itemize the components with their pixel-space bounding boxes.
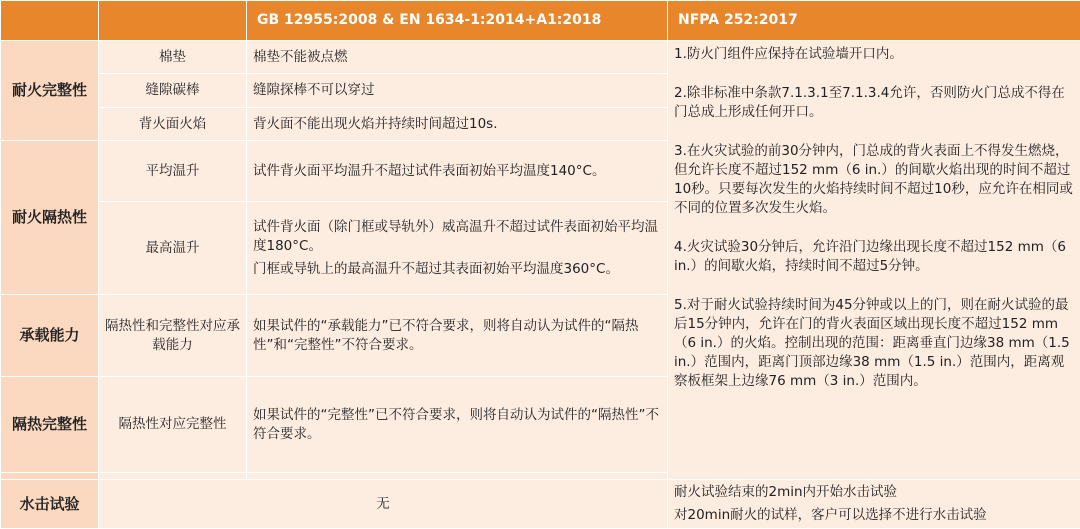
nfpa-hose-stream bbox=[668, 480, 1080, 529]
sub-insulation-integrity: 隔热性对应完整性 bbox=[99, 377, 247, 473]
gb-loadbearing: 如果试件的“承载能力”已不符合要求，则将自动认为试件的“隔热性”和“完整性”不符合要求。 bbox=[247, 295, 668, 377]
spacer-cell bbox=[1, 473, 99, 480]
spacer-cell bbox=[99, 473, 247, 480]
nfpa-paragraph: 3.在火灾试验的前30分钟内，门总成的背火表面上不得发生燃烧，但允许长度不超过152 mm（6 in.）的间歇火焰出现的时间不超过10秒。只要每次发生的火焰持续时间不超过10秒，应允许在相同或不同的位置多次发生火焰。 bbox=[674, 142, 1074, 218]
nfpa-requirements bbox=[668, 41, 1080, 480]
gb-max-temp-rise bbox=[247, 202, 668, 295]
sub-unexposed-flame: 背火面火焰 bbox=[99, 108, 247, 141]
category-insulation-integrity: 隔热完整性 bbox=[1, 377, 99, 473]
nfpa-paragraph: 1.防火门组件应保持在试验墙开口内。 bbox=[674, 45, 1074, 64]
category-insulation: 耐火隔热性 bbox=[1, 141, 99, 295]
spacer-cell bbox=[247, 473, 668, 480]
sub-loadbearing: 隔热性和完整性对应承载能力 bbox=[99, 295, 247, 377]
gb-insulation-integrity: 如果试件的“完整性”已不符合要求，则将自动认为试件的“隔热性”不符合要求。 bbox=[247, 377, 668, 473]
table-row bbox=[1, 41, 1080, 74]
gb-unexposed-flame: 背火面不能出现火焰并持续时间超过10s. bbox=[247, 108, 668, 141]
nfpa-hose-stream-line: 对20min耐火的试样，客户可以选择不进行水击试验 bbox=[674, 506, 1074, 525]
gb-hose-stream: 无 bbox=[99, 480, 668, 529]
header-subcategory bbox=[99, 1, 247, 41]
sub-gap-gauge: 缝隙碳棒 bbox=[99, 74, 247, 108]
header-gb-en-standard: GB 12955:2008 & EN 1634-1:2014+A1:2018 bbox=[247, 1, 668, 41]
gb-cotton-pad: 棉垫不能被点燃 bbox=[247, 41, 668, 74]
nfpa-paragraph: 2.除非标准中条款7.1.3.1至7.1.3.4允许，否则防火门总成不得在门总成上形成任何开口。 bbox=[674, 84, 1074, 122]
table-row bbox=[1, 480, 1080, 529]
gb-gap-gauge: 缝隙探棒不可以穿过 bbox=[247, 74, 668, 108]
nfpa-paragraph: 5.对于耐火试验持续时间为45分钟或以上的门，则在耐火试验的最后15分钟内，允许在门的背火表面区域出现长度不超过152 mm（6 in.）的火焰。控制出现的范围：距离垂直门边缘38 mm（1.5 in.）范围内，距离门顶部边缘38 mm（1.5 in.）范围内，距离观察板框架上边缘76 mm（3 in.）范围内。 bbox=[674, 296, 1074, 391]
sub-average-temp-rise: 平均温升 bbox=[99, 141, 247, 202]
sub-cotton-pad: 棉垫 bbox=[99, 41, 247, 74]
nfpa-paragraph: 4.火灾试验30分钟后，允许沿门边缘出现长度不超过152 mm（6 in.）的间歇火焰，持续时间不超过5分钟。 bbox=[674, 238, 1074, 276]
category-loadbearing: 承载能力 bbox=[1, 295, 99, 377]
gb-max-temp-rise-line: 门框或导轨上的最高温升不超过其表面初始平均温度360°C。 bbox=[253, 260, 661, 279]
header-category bbox=[1, 1, 99, 41]
nfpa-hose-stream-line: 耐火试验结束的2min内开始水击试验 bbox=[674, 483, 1074, 502]
header-nfpa-standard: NFPA 252:2017 bbox=[668, 1, 1080, 41]
gb-max-temp-rise-line: 试件背火面（除门框或导轨外）威高温升不超过试件表面初始平均温度180°C。 bbox=[253, 218, 661, 256]
category-hose-stream: 水击试验 bbox=[1, 480, 99, 529]
sub-max-temp-rise: 最高温升 bbox=[99, 202, 247, 295]
header-row bbox=[1, 1, 1080, 41]
gb-average-temp-rise: 试件背火面平均温升不超过试件表面初始平均温度140°C。 bbox=[247, 141, 668, 202]
category-integrity: 耐火完整性 bbox=[1, 41, 99, 141]
